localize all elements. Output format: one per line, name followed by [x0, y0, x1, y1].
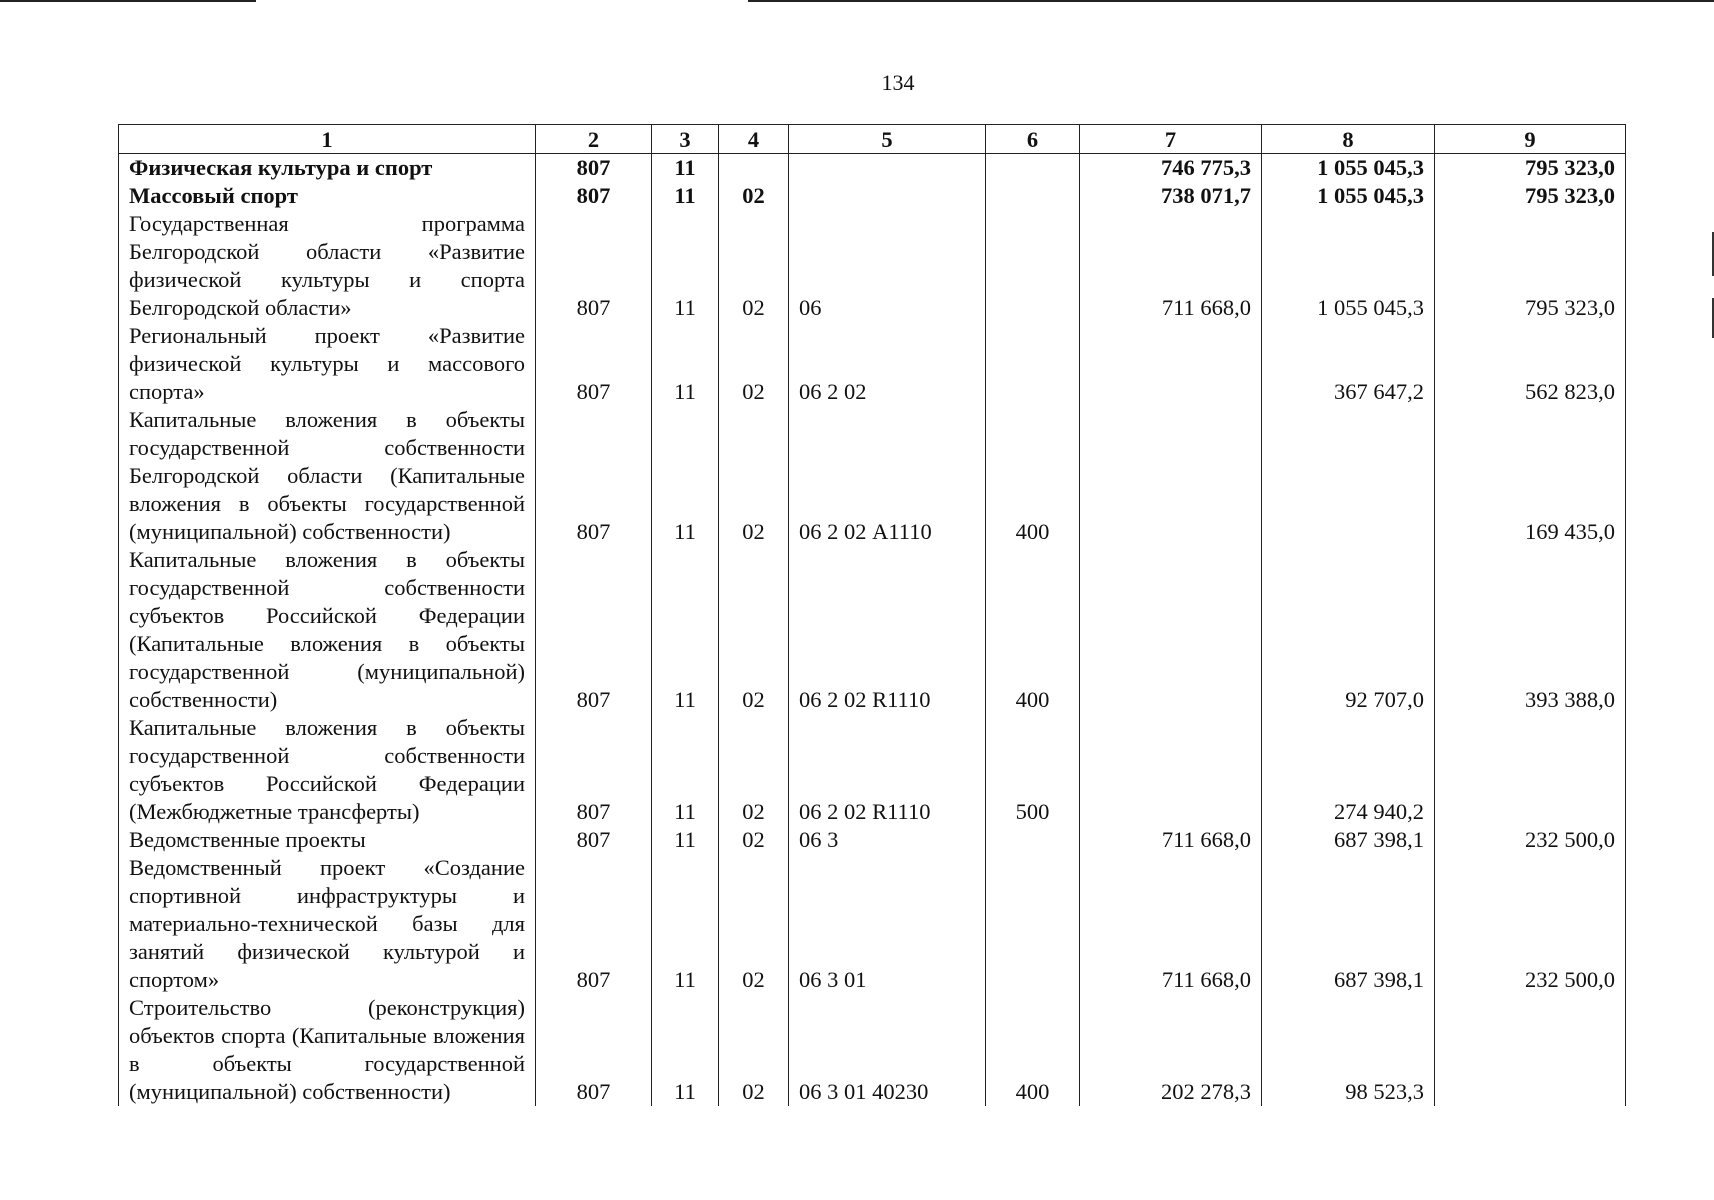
- subsection-code-cell: 02: [719, 546, 789, 714]
- column-header: 5: [789, 125, 986, 154]
- column-header: 4: [719, 125, 789, 154]
- amount-col9-cell: 393 388,0: [1435, 546, 1626, 714]
- top-edge-rule-right: [748, 0, 1714, 2]
- top-edge-rule-left: [0, 0, 256, 2]
- target-article-cell: [789, 154, 986, 183]
- amount-col7-cell: [1080, 322, 1262, 406]
- column-header: 2: [536, 125, 652, 154]
- row-name-cell: Строительство (реконструкция) объектов спорта (Капитальные вложения в объекты государственной (муниципальной) собственности): [119, 994, 536, 1106]
- target-article-cell: 06 3: [789, 826, 986, 854]
- target-article-cell: 06 2 02 А1110: [789, 406, 986, 546]
- table-header-row: [119, 125, 1626, 154]
- subsection-code-cell: 02: [719, 714, 789, 826]
- section-code-cell: 11: [652, 714, 719, 826]
- expense-type-cell: [986, 826, 1080, 854]
- amount-col7-cell: 738 071,7: [1080, 182, 1262, 210]
- amount-col9-cell: 795 323,0: [1435, 210, 1626, 322]
- section-code-cell: 11: [652, 854, 719, 994]
- row-name-cell: Капитальные вложения в объекты государственной собственности субъектов Российской Федерации (Капитальные вложения в объекты государственной (муниципальной) собственности): [119, 546, 536, 714]
- section-code-cell: 11: [652, 154, 719, 183]
- subsection-code-cell: 02: [719, 182, 789, 210]
- expense-type-cell: 400: [986, 994, 1080, 1106]
- table-row: [119, 406, 1626, 546]
- amount-col7-cell: [1080, 406, 1262, 546]
- amount-col9-cell: 795 323,0: [1435, 154, 1626, 183]
- amount-col9-cell: [1435, 994, 1626, 1106]
- target-article-cell: 06: [789, 210, 986, 322]
- budget-table: [118, 124, 1626, 1106]
- amount-col8-cell: 687 398,1: [1262, 826, 1435, 854]
- target-article-cell: 06 2 02 R1110: [789, 714, 986, 826]
- row-name-cell: Государственная программа Белгородской области «Развитие физической культуры и спорта Белгородской области»: [119, 210, 536, 322]
- ministry-code-cell: 807: [536, 406, 652, 546]
- table-row: [119, 210, 1626, 322]
- amount-col7-cell: 711 668,0: [1080, 210, 1262, 322]
- table-body: [119, 154, 1626, 1107]
- amount-col9-cell: 232 500,0: [1435, 826, 1626, 854]
- table-row: [119, 322, 1626, 406]
- amount-col8-cell: 92 707,0: [1262, 546, 1435, 714]
- amount-col7-cell: 202 278,3: [1080, 994, 1262, 1106]
- amount-col7-cell: [1080, 714, 1262, 826]
- expense-type-cell: [986, 154, 1080, 183]
- section-code-cell: 11: [652, 322, 719, 406]
- ministry-code-cell: 807: [536, 714, 652, 826]
- target-article-cell: 06 2 02 R1110: [789, 546, 986, 714]
- expense-type-cell: [986, 322, 1080, 406]
- column-header: 9: [1435, 125, 1626, 154]
- expense-type-cell: [986, 210, 1080, 322]
- amount-col8-cell: [1262, 406, 1435, 546]
- section-code-cell: 11: [652, 826, 719, 854]
- column-header: 7: [1080, 125, 1262, 154]
- row-name-cell: Физическая культура и спорт: [119, 154, 536, 183]
- subsection-code-cell: 02: [719, 210, 789, 322]
- section-code-cell: 11: [652, 406, 719, 546]
- ministry-code-cell: 807: [536, 322, 652, 406]
- page-number: 134: [881, 70, 915, 95]
- row-name-cell: Ведомственные проекты: [119, 826, 536, 854]
- row-name-cell: Региональный проект «Развитие физической культуры и массового спорта»: [119, 322, 536, 406]
- table-row: [119, 994, 1626, 1106]
- table-row: [119, 154, 1626, 183]
- amount-col8-cell: 687 398,1: [1262, 854, 1435, 994]
- subsection-code-cell: 02: [719, 406, 789, 546]
- ministry-code-cell: 807: [536, 154, 652, 183]
- subsection-code-cell: 02: [719, 826, 789, 854]
- ministry-code-cell: 807: [536, 994, 652, 1106]
- amount-col9-cell: 562 823,0: [1435, 322, 1626, 406]
- subsection-code-cell: 02: [719, 994, 789, 1106]
- amount-col8-cell: 98 523,3: [1262, 994, 1435, 1106]
- column-header: 3: [652, 125, 719, 154]
- expense-type-cell: 400: [986, 406, 1080, 546]
- target-article-cell: 06 3 01 40230: [789, 994, 986, 1106]
- amount-col8-cell: 1 055 045,3: [1262, 154, 1435, 183]
- ministry-code-cell: 807: [536, 210, 652, 322]
- amount-col9-cell: [1435, 714, 1626, 826]
- target-article-cell: 06 3 01: [789, 854, 986, 994]
- section-code-cell: 11: [652, 994, 719, 1106]
- table-row: [119, 182, 1626, 210]
- target-article-cell: 06 2 02: [789, 322, 986, 406]
- ministry-code-cell: 807: [536, 826, 652, 854]
- section-code-cell: 11: [652, 210, 719, 322]
- ministry-code-cell: 807: [536, 546, 652, 714]
- amount-col9-cell: 795 323,0: [1435, 182, 1626, 210]
- row-name-cell: Ведомственный проект «Создание спортивной инфраструктуры и материально-технической базы для занятий физической культурой и спортом»: [119, 854, 536, 994]
- row-name-cell: Капитальные вложения в объекты государственной собственности Белгородской области (Капитальные вложения в объекты государственной (муниципальной) собственности): [119, 406, 536, 546]
- amount-col8-cell: 274 940,2: [1262, 714, 1435, 826]
- ministry-code-cell: 807: [536, 182, 652, 210]
- table-row: [119, 826, 1626, 854]
- table-row: [119, 854, 1626, 994]
- amount-col9-cell: 169 435,0: [1435, 406, 1626, 546]
- section-code-cell: 11: [652, 546, 719, 714]
- ministry-code-cell: 807: [536, 854, 652, 994]
- amount-col7-cell: 711 668,0: [1080, 826, 1262, 854]
- amount-col9-cell: 232 500,0: [1435, 854, 1626, 994]
- table-row: [119, 714, 1626, 826]
- column-header: 6: [986, 125, 1080, 154]
- subsection-code-cell: 02: [719, 854, 789, 994]
- column-header: 1: [119, 125, 536, 154]
- expense-type-cell: [986, 854, 1080, 994]
- amount-col7-cell: 711 668,0: [1080, 854, 1262, 994]
- row-name-cell: Капитальные вложения в объекты государственной собственности субъектов Российской Федерации (Межбюджетные трансферты): [119, 714, 536, 826]
- amount-col8-cell: 367 647,2: [1262, 322, 1435, 406]
- expense-type-cell: 400: [986, 546, 1080, 714]
- amount-col7-cell: [1080, 546, 1262, 714]
- amount-col7-cell: 746 775,3: [1080, 154, 1262, 183]
- subsection-code-cell: 02: [719, 322, 789, 406]
- amount-col8-cell: 1 055 045,3: [1262, 182, 1435, 210]
- column-header: 8: [1262, 125, 1435, 154]
- amount-col8-cell: 1 055 045,3: [1262, 210, 1435, 322]
- row-name-cell: Массовый спорт: [119, 182, 536, 210]
- table-row: [119, 546, 1626, 714]
- expense-type-cell: 500: [986, 714, 1080, 826]
- section-code-cell: 11: [652, 182, 719, 210]
- expense-type-cell: [986, 182, 1080, 210]
- subsection-code-cell: [719, 154, 789, 183]
- target-article-cell: [789, 182, 986, 210]
